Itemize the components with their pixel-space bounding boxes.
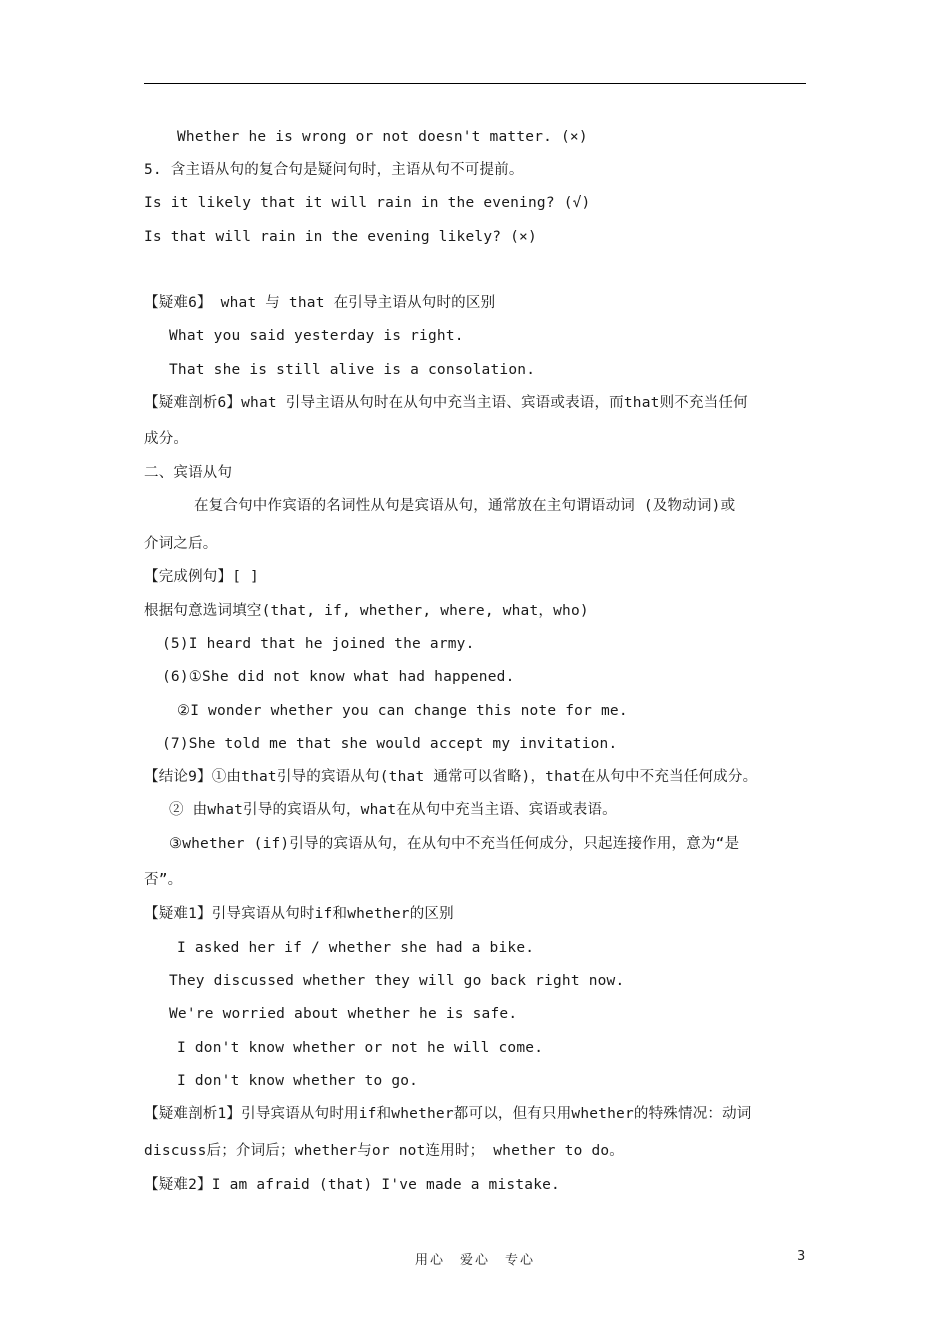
header-rule (144, 83, 806, 84)
text-line: I asked her if / whether she had a bike. (177, 940, 535, 956)
text-line: Whether he is wrong or not doesn't matter. (×) (177, 129, 588, 145)
text-line: 【完成例句】[ ] (144, 569, 259, 585)
text-line: 根据句意选词填空(that, if, whether, where, what，who) (144, 603, 589, 619)
text-line: ②I wonder whether you can change this note for me. (177, 703, 628, 719)
text-line: I don't know whether or not he will come. (177, 1040, 544, 1056)
text-line: 否”。 (144, 872, 183, 888)
page-number: 3 (797, 1249, 806, 1264)
text-line: 在复合句中作宾语的名词性从句是宾语从句，通常放在主句谓语动词 (及物动词)或 (194, 498, 736, 514)
text-line: Is that will rain in the evening likely? (×) (144, 229, 537, 245)
text-line: (5)I heard that he joined the army. (162, 636, 475, 652)
text-line: discuss后；介词后；whether与or not连用时； whether to do。 (144, 1143, 625, 1159)
text-line: They discussed whether they will go back right now. (169, 973, 625, 989)
text-line: 【疑难2】I am afraid (that) I've made a mistake. (144, 1177, 560, 1193)
text-line: 5. 含主语从句的复合句是疑问句时，主语从句不可提前。 (144, 162, 524, 178)
text-line: 【结论9】①由that引导的宾语从句(that 通常可以省略)，that在从句中不充当任何成分。 (144, 769, 758, 785)
text-line: 【疑难1】引导宾语从句时if和whether的区别 (144, 906, 454, 922)
text-line: That she is still alive is a consolation. (169, 362, 536, 378)
text-line: (7)She told me that she would accept my invitation. (162, 736, 618, 752)
text-line: We're worried about whether he is safe. (169, 1006, 518, 1022)
text-line: 介词之后。 (144, 536, 218, 552)
text-line: ② 由what引导的宾语从句，what在从句中充当主语、宾语或表语。 (169, 802, 617, 818)
text-line: (6)①She did not know what had happened. (162, 669, 515, 685)
text-line: ③whether (if)引导的宾语从句，在从句中不充当任何成分，只起连接作用，意为“是 (169, 836, 740, 852)
page-footer: 用心 爱心 专心 (414, 1253, 535, 1268)
text-line: 【疑难剖析6】what 引导主语从句时在从句中充当主语、宾语或表语，而that则不充当任何 (144, 395, 748, 411)
text-line: What you said yesterday is right. (169, 328, 464, 344)
text-line: 【疑难剖析1】引导宾语从句时用if和whether都可以，但有只用whether的特殊情况：动词 (144, 1106, 752, 1122)
text-line: 二、宾语从句 (144, 465, 233, 481)
text-line: Is it likely that it will rain in the evening? (√) (144, 195, 591, 211)
text-line: I don't know whether to go. (177, 1073, 419, 1089)
text-line: 成分。 (144, 431, 189, 447)
text-line: 【疑难6】 what 与 that 在引导主语从句时的区别 (144, 295, 496, 311)
